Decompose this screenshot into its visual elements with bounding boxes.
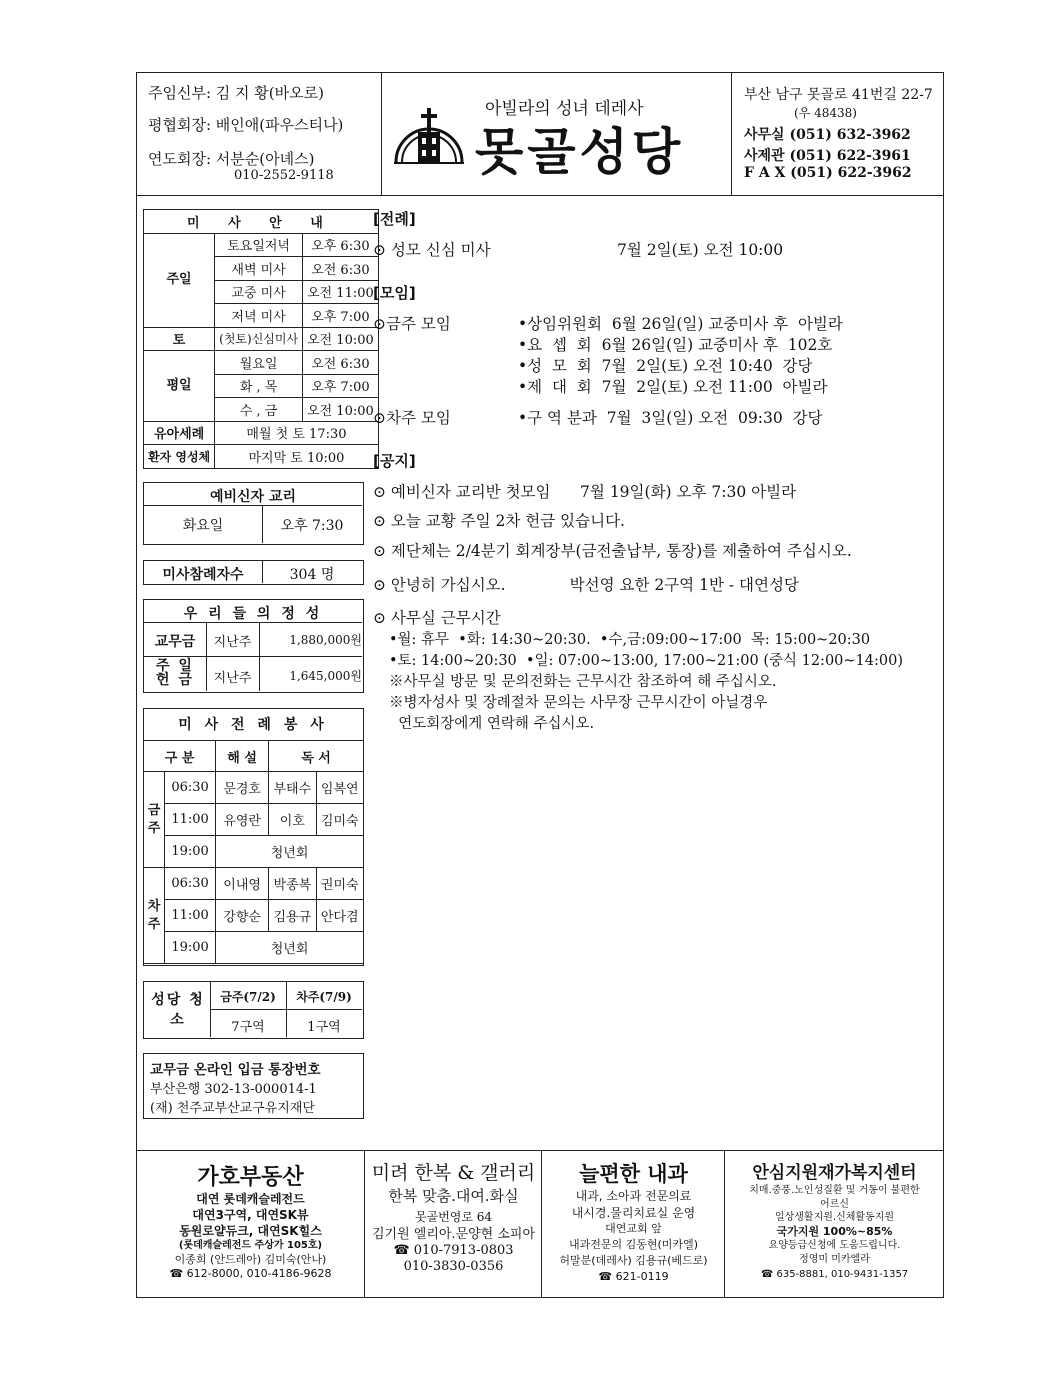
offering-title: 우 리 들 의 정 성 — [183, 606, 323, 622]
offering-amount: 1,880,000원 — [289, 633, 362, 647]
ad-clinic — [543, 1158, 724, 1285]
header-left-divider — [381, 72, 382, 195]
notice-item: ⊙ 사무실 근무시간 — [373, 609, 501, 627]
ad-line: ☎ 010-7913-0803 — [393, 1243, 514, 1258]
offering-period: 지난주 — [213, 671, 252, 686]
ad-line: 허말분(데레사) 김용규(베드로) — [559, 1254, 708, 1267]
cleaning-label: 성당 청소 — [151, 992, 205, 1028]
next-week-meetings-label: ⊙차주 모임 — [373, 409, 451, 427]
server-time: 11:00 — [165, 900, 216, 932]
ad-divider — [541, 1150, 542, 1298]
ad-line: ☎ 635-8881, 010-9431-1357 — [760, 1269, 909, 1280]
ad-line: 일상생활지원.신체활동지원 — [774, 1212, 895, 1223]
weekday-label: 평일 — [144, 351, 215, 422]
church-logo-icon — [392, 104, 466, 166]
this-week-meetings-label: ⊙금주 모임 — [373, 315, 451, 333]
server-time: 06:30 — [165, 772, 216, 804]
header-right-divider — [731, 72, 732, 195]
mass-time: 오후 7:00 — [303, 304, 379, 328]
server-group: 청년회 — [216, 932, 364, 964]
offering-period: 지난주 — [213, 635, 252, 650]
office-hours-line: ※병자성사 및 장례절차 문의는 사무장 근무시간이 아닐경우 — [389, 695, 768, 711]
sick-communion-text: 환자 영성체 — [148, 449, 211, 464]
office-phone: 사무실 (051) 632-3962 — [744, 127, 911, 143]
server-reader: 부태수 — [269, 772, 316, 804]
ad-line: 내과전문의 김동현(미카엘) — [569, 1238, 698, 1251]
meeting-item: •성 모 회 7월 2일(토) 오전 10:40 강당 — [518, 357, 813, 375]
cleaning-this-value: 7구역 — [231, 1020, 265, 1035]
catechumen-time: 오후 7:30 — [280, 518, 344, 534]
infant-baptism-label — [144, 421, 215, 445]
ad-line: 내시경.물리치료실 운영 — [571, 1206, 696, 1220]
ad-title: 미려 한복 & 갤러리 — [371, 1162, 536, 1184]
mass-name: 수 , 금 — [215, 398, 303, 422]
catechumen-box — [143, 482, 364, 545]
ad-line: ☎ 612-8000, 010-4186-9628 — [169, 1267, 332, 1280]
cleaning-next-value: 1구역 — [307, 1020, 341, 1035]
mass-time: 오전 6:30 — [303, 351, 379, 375]
ad-line: 못골번영로 64 — [414, 1210, 493, 1224]
ad-line: 요양등급신청에 도움드립니다. — [768, 1240, 901, 1251]
ad-divider — [724, 1150, 725, 1298]
liturgy-title: [전례] — [373, 210, 416, 228]
church-name: 못골성당 — [475, 123, 685, 181]
servers-head-type: 구 분 — [144, 741, 216, 772]
servers-head-reader: 독 서 — [269, 741, 364, 772]
pastor: 주임신부: 김 지 황(바오로) — [148, 84, 324, 102]
meetings-title: [모임] — [373, 284, 416, 302]
infant-baptism-when: 매월 첫 토 17:30 — [215, 421, 379, 445]
server-time: 19:00 — [165, 836, 216, 868]
footer-divider — [136, 1150, 944, 1151]
meeting-item: •제 대 회 7월 2일(토) 오전 11:00 아빌라 — [518, 378, 828, 396]
ad-line: 동원로얄듀크, 대연SK힐스 — [179, 1224, 322, 1238]
ad-line: 김기원 엘리아.문양현 소피아 — [371, 1227, 536, 1242]
liturgy-item: ⊙ 성모 신심 미사 — [373, 241, 491, 259]
ad-welfare-center — [726, 1158, 943, 1283]
ad-line: 치매.중풍.노인성질환 및 거동이 불편한 — [749, 1185, 920, 1196]
server-time: 06:30 — [165, 868, 216, 900]
cleaning-next-label: 차주(7/9) — [296, 990, 352, 1004]
catechumen-title: 예비신자 교리 — [209, 489, 297, 505]
server-reader: 박종복 — [269, 868, 316, 900]
ad-line: 010-3830-0356 — [403, 1259, 504, 1274]
server-reader: 김미숙 — [316, 804, 363, 836]
ad-title: 가호부동산 — [197, 1165, 304, 1190]
mass-time: 오전 11:00 — [303, 280, 379, 304]
infant-baptism-text: 유아세례 — [153, 427, 205, 443]
server-commentator: 유영란 — [216, 804, 269, 836]
online-account-box — [143, 1053, 364, 1119]
mass-name: 토요일저녁 — [215, 233, 303, 257]
ad-divider — [364, 1150, 365, 1298]
notices-title: [공지] — [373, 452, 416, 470]
sick-communion-when: 마지막 토 10:00 — [215, 445, 379, 469]
ad-line: 대연3구역, 대연SK뷰 — [192, 1208, 309, 1222]
servers-title: 미 사 전 례 봉 사 — [178, 717, 328, 733]
offering-amount: 1,645,000원 — [289, 669, 362, 683]
ad-title: 늘편한 내과 — [579, 1162, 688, 1186]
ad-title: 안심지원재가복지센터 — [752, 1163, 917, 1183]
attendance-box — [143, 560, 364, 585]
server-reader: 임복연 — [316, 772, 363, 804]
region-head: 연도회장: 서분순(아녜스) — [148, 150, 315, 168]
zip-code: (우 48438) — [794, 106, 857, 120]
mass-name: 새벽 미사 — [215, 257, 303, 281]
mass-time: 오전 6:30 — [303, 257, 379, 281]
next-week-label: 차주 — [144, 868, 165, 964]
server-commentator: 이내영 — [216, 868, 269, 900]
saturday-label: 토 — [144, 327, 215, 351]
ad-line: 국가지원 100%~85% — [776, 1225, 893, 1238]
meeting-item: •상임위원회 6월 26일(일) 교중미사 후 아빌라 — [518, 315, 843, 333]
server-commentator: 문경호 — [216, 772, 269, 804]
liturgy-date: 7월 2일(토) 오전 10:00 — [617, 241, 784, 259]
ad-hanbok — [366, 1158, 541, 1275]
ad-line: 내과, 소아과 전문의료 — [575, 1189, 692, 1203]
ad-line: 대연교회 앞 — [605, 1222, 662, 1235]
fax-number: F A X (051) 622-3962 — [744, 165, 912, 181]
servers-table — [143, 740, 364, 964]
mass-name: 월요일 — [215, 351, 303, 375]
server-reader: 이호 — [269, 804, 316, 836]
rectory-phone: 사제관 (051) 622-3961 — [744, 148, 911, 164]
server-reader: 안다겸 — [316, 900, 363, 932]
mass-time: 오후 7:00 — [303, 374, 379, 398]
office-hours-line: ※사무실 방문 및 문의전화는 근무시간 참조하여 해 주십시오. — [389, 674, 777, 690]
sick-communion-label — [144, 445, 215, 469]
ad-line: 이종희 (안드레아) 김미숙(안나) — [174, 1253, 327, 1266]
office-hours-line: •월: 휴무 •화: 14:30~20:30. •수,금:09:00~17:00 목: 15:00~20:30 — [389, 632, 871, 648]
patron-saint: 아빌라의 성녀 데레사 — [485, 99, 644, 119]
council-president: 평협회장: 배인애(파우스티나) — [148, 116, 344, 134]
catechumen-day: 화요일 — [182, 518, 224, 534]
office-hours-line: •토: 14:00~20:30 •일: 07:00~13:00, 17:00~21:00 (중식 12:00~14:00) — [389, 653, 903, 669]
attendance-value: 304 명 — [289, 567, 335, 583]
address: 부산 남구 못골로 41번길 22-7 — [744, 87, 933, 103]
offering-label: 교무금 — [154, 634, 196, 650]
online-holder: (재) 천주교부산교구유지재단 — [150, 1101, 315, 1116]
mass-name: (첫토)신심미사 — [215, 327, 303, 351]
ad-line: 대연 롯데캐슬레전드 — [196, 1192, 305, 1206]
cleaning-this-label: 금주(7/2) — [220, 990, 276, 1004]
mass-time: 오전 10:00 — [303, 327, 379, 351]
sunday-label: 주일 — [144, 233, 215, 327]
mass-time: 오후 6:30 — [303, 233, 379, 257]
notice-item: ⊙ 안녕히 가십시오. 박선영 요한 2구역 1반 - 대연성당 — [373, 576, 799, 594]
offering-box — [143, 599, 364, 693]
server-time: 19:00 — [165, 932, 216, 964]
office-hours-line: 연도회장에게 연락해 주십시오. — [389, 716, 595, 732]
mass-guide-table — [143, 209, 379, 469]
ad-line: 정영미 미카엘라 — [799, 1254, 870, 1265]
mass-name: 저녁 미사 — [215, 304, 303, 328]
mass-time: 오전 10:00 — [303, 398, 379, 422]
notice-item: ⊙ 예비신자 교리반 첫모임 7월 19일(화) 오후 7:30 아빌라 — [373, 483, 797, 501]
ad-line: ☎ 621-0119 — [598, 1270, 669, 1283]
mass-name: 화 , 목 — [215, 374, 303, 398]
region-head-phone: 010-2552-9118 — [234, 168, 334, 183]
notice-item: ⊙ 제단체는 2/4분기 회계장부(금전출납부, 통장)를 제출하여 주십시오. — [373, 542, 852, 560]
cleaning-box — [143, 981, 364, 1039]
header-divider — [136, 195, 944, 196]
ad-line: 한복 맞춤.대여.화실 — [388, 1187, 519, 1205]
ad-real-estate — [137, 1160, 364, 1281]
mass-guide-title: 미 사 안 내 — [144, 210, 379, 234]
server-reader: 김용규 — [269, 900, 316, 932]
meeting-item: •요 셉 회 6월 26일(일) 교중미사 후 102호 — [518, 336, 833, 354]
server-reader: 권미숙 — [316, 868, 363, 900]
server-group: 청년회 — [216, 836, 364, 868]
ad-line: (롯데캐슬레전드 주상가 105호) — [178, 1240, 323, 1251]
notice-item: ⊙ 오늘 교황 주일 2차 헌금 있습니다. — [373, 512, 625, 530]
online-title: 교무금 온라인 입금 통장번호 — [150, 1062, 321, 1078]
mass-name: 교중 미사 — [215, 280, 303, 304]
this-week-label: 금주 — [144, 772, 165, 868]
server-commentator: 강향순 — [216, 900, 269, 932]
server-time: 11:00 — [165, 804, 216, 836]
meeting-item: •구 역 분과 7월 3일(일) 오전 09:30 강당 — [518, 409, 823, 427]
online-account: 부산은행 302-13-000014-1 — [150, 1082, 317, 1097]
offering-label: 주 일 헌 금 — [156, 658, 194, 688]
attendance-label: 미사참례자수 — [162, 567, 244, 583]
ad-line: 어르신 — [820, 1199, 849, 1210]
servers-head-commentator: 해 설 — [216, 741, 269, 772]
